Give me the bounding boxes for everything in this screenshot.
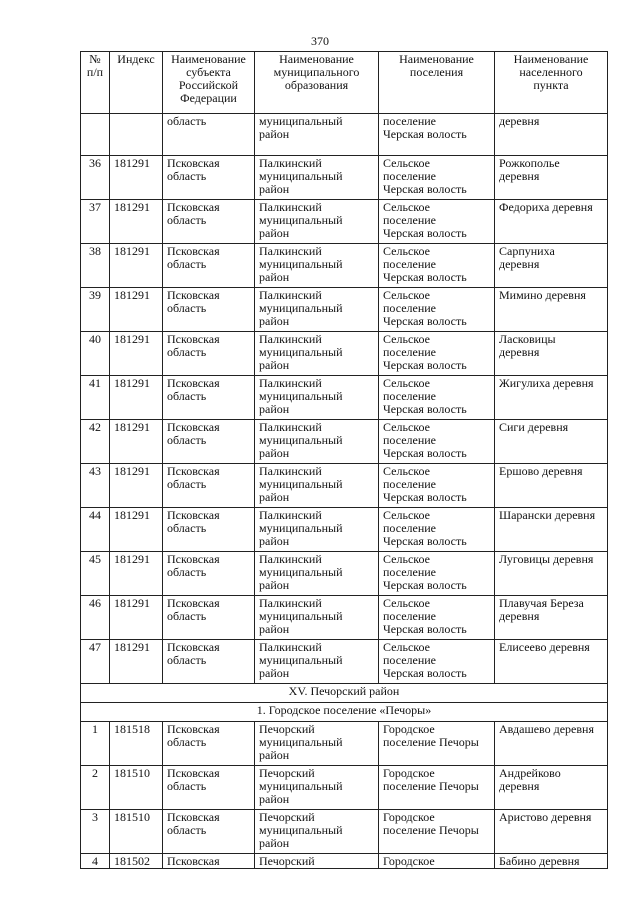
municipality-cell-line: Палкинский (259, 420, 322, 434)
header-index-line: Индекс (117, 52, 155, 66)
settlement-cell-line: Черская волость (383, 127, 467, 141)
subject-cell (163, 376, 255, 420)
subject-cell-line: Псковская (167, 376, 220, 390)
subject-cell-line: область (167, 779, 207, 793)
postal-index: 181291 (110, 244, 163, 288)
municipality-cell-line: район (259, 666, 290, 680)
settlement-cell-line: Городское (383, 722, 435, 736)
subject-cell (163, 464, 255, 508)
municipality-cell-line: муниципальный (259, 433, 343, 447)
header-settlement-line: Наименование (399, 52, 474, 66)
header-subject-line: субъекта (186, 65, 231, 79)
locality-cell-line: Ласковицы (499, 332, 556, 346)
locality-cell-line: деревня (499, 169, 540, 183)
locality-cell-line: Мимино деревня (499, 288, 586, 302)
subject-cell-line: Псковская (167, 552, 220, 566)
municipality-cell-line: район (259, 226, 290, 240)
locality-cell (495, 156, 608, 200)
municipality-cell-line: муниципальный (259, 735, 343, 749)
municipality-cell-line: муниципальный (259, 477, 343, 491)
subject-cell-line: область (167, 565, 207, 579)
table-row (81, 156, 608, 200)
header-num (81, 52, 110, 114)
municipality-cell-line: Палкинский (259, 332, 322, 346)
settlement-cell (379, 640, 495, 684)
municipality-cell (255, 854, 379, 869)
municipality-cell (255, 200, 379, 244)
municipality-cell-line: муниципальный (259, 169, 343, 183)
municipality-cell-line: район (259, 358, 290, 372)
settlement-cell-line: Городское (383, 854, 435, 868)
header-settlement-line: поселения (409, 65, 464, 79)
subject-cell-line: область (167, 345, 207, 359)
municipality-cell-line: муниципальный (259, 389, 343, 403)
locality-cell (495, 244, 608, 288)
municipality-cell-line: Палкинский (259, 552, 322, 566)
locality-cell-line: деревня (499, 609, 540, 623)
row-number: 46 (81, 596, 110, 640)
settlement-cell (379, 766, 495, 810)
settlement-cell-line: Сельское (383, 508, 430, 522)
municipality-cell-line: Палкинский (259, 640, 322, 654)
postal-index: 181510 (110, 766, 163, 810)
settlement-cell-line: Сельское (383, 420, 430, 434)
locality-cell (495, 552, 608, 596)
row-number: 36 (81, 156, 110, 200)
subject-cell (163, 596, 255, 640)
section-settlement-title: 1. Городское поселение «Печоры» (81, 703, 608, 722)
municipality-cell-line: муниципальный (259, 779, 343, 793)
municipality-cell-line: муниципальный (259, 213, 343, 227)
settlement-cell-line: Черская волость (383, 534, 467, 548)
subject-cell-line: Псковская (167, 156, 220, 170)
municipality-cell-line: Палкинский (259, 156, 322, 170)
settlement-cell-line: Сельское (383, 596, 430, 610)
subject-cell (163, 640, 255, 684)
subject-cell (163, 200, 255, 244)
municipality-cell-line: Палкинский (259, 508, 322, 522)
locality-cell (495, 596, 608, 640)
municipality-cell-line: муниципальный (259, 345, 343, 359)
postal-index: 181291 (110, 332, 163, 376)
postal-index: 181291 (110, 156, 163, 200)
settlement-cell (379, 420, 495, 464)
municipality-cell-line: район (259, 127, 290, 141)
section-district-title: XV. Печорский район (81, 684, 608, 703)
settlement-cell-line: поселение (383, 389, 437, 403)
municipality-cell-line: Палкинский (259, 200, 322, 214)
locality-cell (495, 288, 608, 332)
municipality-cell-line: район (259, 402, 290, 416)
locality-cell-line: Шарански деревня (499, 508, 596, 522)
subject-cell-line: Псковская (167, 244, 220, 258)
locality-cell (495, 332, 608, 376)
settlement-cell (379, 200, 495, 244)
header-locality (495, 52, 608, 114)
locality-cell-line: Луговицы деревня (499, 552, 594, 566)
municipality-cell-line: Палкинский (259, 596, 322, 610)
subject-cell-line: область (167, 521, 207, 535)
locality-cell (495, 420, 608, 464)
municipality-cell-line: район (259, 534, 290, 548)
settlement-cell (379, 464, 495, 508)
subject-cell-line: область (167, 169, 207, 183)
settlement-cell-line: поселение (383, 345, 437, 359)
municipality-cell-line: Палкинский (259, 464, 322, 478)
settlement-cell-line: поселение (383, 477, 437, 491)
settlement-cell-line: Сельское (383, 244, 430, 258)
settlement-cell-line: Черская волость (383, 402, 467, 416)
settlement-cell (379, 508, 495, 552)
postal-index: 181510 (110, 810, 163, 854)
localities-table (80, 51, 608, 869)
municipality-cell (255, 596, 379, 640)
table-row (81, 766, 608, 810)
row-number: 42 (81, 420, 110, 464)
row-number: 2 (81, 766, 110, 810)
locality-cell (495, 766, 608, 810)
settlement-cell-line: Черская волость (383, 358, 467, 372)
locality-cell (495, 376, 608, 420)
locality-cell-line: Жигулиха деревня (499, 376, 594, 390)
settlement-cell-line: Городское (383, 810, 435, 824)
locality-cell (495, 464, 608, 508)
subject-cell-line: область (167, 433, 207, 447)
municipality-cell-line: муниципальный (259, 257, 343, 271)
subject-cell-line: Псковская (167, 810, 220, 824)
locality-cell-line: Аристово деревня (499, 810, 592, 824)
municipality-cell-line: район (259, 578, 290, 592)
settlement-cell-line: Сельское (383, 200, 430, 214)
row-number: 39 (81, 288, 110, 332)
postal-index (110, 114, 163, 156)
locality-cell (495, 854, 608, 869)
settlement-cell (379, 376, 495, 420)
postal-index: 181291 (110, 288, 163, 332)
subject-cell (163, 420, 255, 464)
row-number: 45 (81, 552, 110, 596)
locality-cell (495, 722, 608, 766)
municipality-cell-line: Палкинский (259, 288, 322, 302)
settlement-cell-line: Сельское (383, 464, 430, 478)
settlement-cell-line: поселение (383, 565, 437, 579)
settlement-cell-line: поселение Печоры (383, 735, 479, 749)
row-number: 4 (81, 854, 110, 869)
table-header (81, 52, 608, 114)
municipality-cell (255, 552, 379, 596)
table-row (81, 376, 608, 420)
header-subject-line: Федерации (180, 91, 237, 105)
header-settlement (379, 52, 495, 114)
header-municipality-line: муниципального (273, 65, 360, 79)
settlement-cell-line: поселение (383, 213, 437, 227)
municipality-cell-line: муниципальный (259, 521, 343, 535)
header-subject-line: Российской (178, 78, 239, 92)
settlement-cell-line: Сельское (383, 376, 430, 390)
header-municipality-line: Наименование (279, 52, 354, 66)
locality-cell (495, 114, 608, 156)
subject-cell-line: область (167, 389, 207, 403)
row-number: 1 (81, 722, 110, 766)
settlement-cell-line: Черская волость (383, 226, 467, 240)
subject-cell-line: Псковская (167, 288, 220, 302)
municipality-cell-line: Палкинский (259, 244, 322, 258)
postal-index: 181291 (110, 640, 163, 684)
table-row (81, 596, 608, 640)
table-row (81, 200, 608, 244)
section-district (81, 684, 608, 703)
locality-cell (495, 810, 608, 854)
municipality-cell-line: муниципальный (259, 823, 343, 837)
settlement-cell-line: Городское (383, 766, 435, 780)
locality-cell-line: Авдашево деревня (499, 722, 594, 736)
row-number: 44 (81, 508, 110, 552)
municipality-cell-line: муниципальный (259, 653, 343, 667)
table-row (81, 810, 608, 854)
municipality-cell (255, 332, 379, 376)
postal-index: 181291 (110, 200, 163, 244)
settlement-cell (379, 854, 495, 869)
table-row-continued (81, 114, 608, 156)
municipality-cell (255, 420, 379, 464)
municipality-cell-line: район (259, 490, 290, 504)
settlement-cell-line: поселение (383, 169, 437, 183)
subject-cell (163, 810, 255, 854)
municipality-cell-line: район (259, 836, 290, 850)
subject-cell (163, 766, 255, 810)
table-row (81, 332, 608, 376)
table-row (81, 722, 608, 766)
subject-cell-line: Псковская (167, 332, 220, 346)
municipality-cell-line: район (259, 748, 290, 762)
header-municipality (255, 52, 379, 114)
header-num-line: № (89, 52, 101, 66)
municipality-cell-line: Печорский (259, 722, 315, 736)
header-municipality-line: образования (284, 78, 349, 92)
subject-cell-line: Псковская (167, 508, 220, 522)
municipality-cell-line: район (259, 792, 290, 806)
postal-index: 181291 (110, 420, 163, 464)
settlement-cell (379, 722, 495, 766)
municipality-cell (255, 810, 379, 854)
locality-cell (495, 200, 608, 244)
header-num-line: п/п (86, 65, 104, 79)
settlement-cell-line: Сельское (383, 288, 430, 302)
subject-cell-line: область (167, 213, 207, 227)
subject-cell-line: Псковская (167, 854, 220, 868)
locality-cell (495, 508, 608, 552)
municipality-cell-line: район (259, 314, 290, 328)
subject-cell (163, 332, 255, 376)
municipality-cell (255, 114, 379, 156)
table-row (81, 854, 608, 869)
postal-index: 181291 (110, 596, 163, 640)
settlement-cell-line: Черская волость (383, 314, 467, 328)
subject-cell-line: область (167, 823, 207, 837)
settlement-cell (379, 114, 495, 156)
subject-cell-line: область (167, 609, 207, 623)
row-number: 41 (81, 376, 110, 420)
postal-index: 181502 (110, 854, 163, 869)
settlement-cell-line: поселение (383, 653, 437, 667)
municipality-cell-line: район (259, 622, 290, 636)
settlement-cell-line: Сельское (383, 156, 430, 170)
subject-cell (163, 244, 255, 288)
municipality-cell (255, 722, 379, 766)
subject-cell-line: область (167, 477, 207, 491)
municipality-cell-line: район (259, 446, 290, 460)
subject-cell-line: область (167, 735, 207, 749)
locality-cell-line: Федориха деревня (499, 200, 593, 214)
section-settlement (81, 703, 608, 722)
locality-cell-line: Рожкополье (499, 156, 560, 170)
settlement-cell-line: поселение (383, 301, 437, 315)
row-number: 37 (81, 200, 110, 244)
table-row (81, 464, 608, 508)
settlement-cell-line: Черская волость (383, 270, 467, 284)
subject-cell-line: Псковская (167, 640, 220, 654)
row-number (81, 114, 110, 156)
row-number: 38 (81, 244, 110, 288)
settlement-cell (379, 288, 495, 332)
municipality-cell (255, 640, 379, 684)
table-row (81, 420, 608, 464)
subject-cell (163, 114, 255, 156)
settlement-cell (379, 244, 495, 288)
municipality-cell (255, 376, 379, 420)
table-row (81, 552, 608, 596)
locality-cell-line: Бабино деревня (499, 854, 580, 868)
subject-cell (163, 552, 255, 596)
subject-cell-line: Псковская (167, 722, 220, 736)
subject-cell-line: область (167, 257, 207, 271)
settlement-cell-line: поселение (383, 609, 437, 623)
settlement-cell-line: Черская волость (383, 578, 467, 592)
table-row (81, 640, 608, 684)
locality-cell-line: Сарпуниха (499, 244, 555, 258)
settlement-cell-line: поселение (383, 257, 437, 271)
locality-cell-line: Сиги деревня (499, 420, 569, 434)
settlement-cell-line: Черская волость (383, 182, 467, 196)
postal-index: 181291 (110, 552, 163, 596)
row-number: 40 (81, 332, 110, 376)
municipality-cell-line: Палкинский (259, 376, 322, 390)
locality-cell-line: деревня (499, 257, 540, 271)
locality-cell-line: Плавучая Береза (499, 596, 584, 610)
settlement-cell-line: поселение (383, 521, 437, 535)
municipality-cell (255, 288, 379, 332)
settlement-cell (379, 810, 495, 854)
subject-cell (163, 508, 255, 552)
subject-cell (163, 854, 255, 869)
settlement-cell (379, 596, 495, 640)
settlement-cell-line: поселение Печоры (383, 823, 479, 837)
page-number: 370 (311, 34, 329, 48)
municipality-cell-line: муниципальный (259, 609, 343, 623)
municipality-cell-line: район (259, 270, 290, 284)
municipality-cell-line: Печорский (259, 810, 315, 824)
postal-index: 181518 (110, 722, 163, 766)
settlement-cell (379, 156, 495, 200)
subject-cell-line: область (167, 114, 207, 128)
municipality-cell (255, 508, 379, 552)
subject-cell-line: Псковская (167, 464, 220, 478)
municipality-cell-line: район (259, 182, 290, 196)
locality-cell-line: деревня (499, 779, 540, 793)
municipality-cell-line: Печорский (259, 854, 315, 868)
municipality-cell (255, 156, 379, 200)
subject-cell-line: область (167, 301, 207, 315)
postal-index: 181291 (110, 376, 163, 420)
subject-cell-line: Псковская (167, 596, 220, 610)
municipality-cell (255, 244, 379, 288)
subject-cell-line: область (167, 653, 207, 667)
locality-cell-line: Ершово деревня (499, 464, 583, 478)
header-index (110, 52, 163, 114)
subject-cell (163, 722, 255, 766)
header-subject-line: Наименование (171, 52, 246, 66)
subject-cell-line: Псковская (167, 766, 220, 780)
municipality-cell-line: муниципальный (259, 301, 343, 315)
settlement-cell-line: Черская волость (383, 446, 467, 460)
municipality-cell-line: Печорский (259, 766, 315, 780)
locality-cell-line: деревня (499, 345, 540, 359)
locality-cell-line: Андрейково (499, 766, 561, 780)
subject-cell-line: Псковская (167, 200, 220, 214)
subject-cell (163, 156, 255, 200)
table-row (81, 244, 608, 288)
settlement-cell-line: Черская волость (383, 622, 467, 636)
row-number: 43 (81, 464, 110, 508)
municipality-cell-line: муниципальный (259, 114, 343, 128)
settlement-cell-line: поселение (383, 114, 437, 128)
row-number: 47 (81, 640, 110, 684)
header-subject (163, 52, 255, 114)
settlement-cell-line: Сельское (383, 552, 430, 566)
settlement-cell-line: Сельское (383, 332, 430, 346)
municipality-cell (255, 766, 379, 810)
settlement-cell (379, 552, 495, 596)
subject-cell-line: Псковская (167, 420, 220, 434)
locality-cell-line: Елисеево деревня (499, 640, 590, 654)
municipality-cell (255, 464, 379, 508)
row-number: 3 (81, 810, 110, 854)
postal-index: 181291 (110, 464, 163, 508)
locality-cell (495, 640, 608, 684)
settlement-cell (379, 332, 495, 376)
header-locality-line: пункта (533, 78, 569, 92)
settlement-cell-line: поселение Печоры (383, 779, 479, 793)
settlement-cell-line: Черская волость (383, 490, 467, 504)
table-row (81, 288, 608, 332)
settlement-cell-line: Сельское (383, 640, 430, 654)
settlement-cell-line: поселение (383, 433, 437, 447)
header-locality-line: населенного (519, 65, 583, 79)
postal-index: 181291 (110, 508, 163, 552)
header-locality-line: Наименование (513, 52, 589, 66)
municipality-cell-line: муниципальный (259, 565, 343, 579)
subject-cell (163, 288, 255, 332)
settlement-cell-line: Черская волость (383, 666, 467, 680)
table-row (81, 508, 608, 552)
locality-cell-line: деревня (499, 114, 540, 128)
